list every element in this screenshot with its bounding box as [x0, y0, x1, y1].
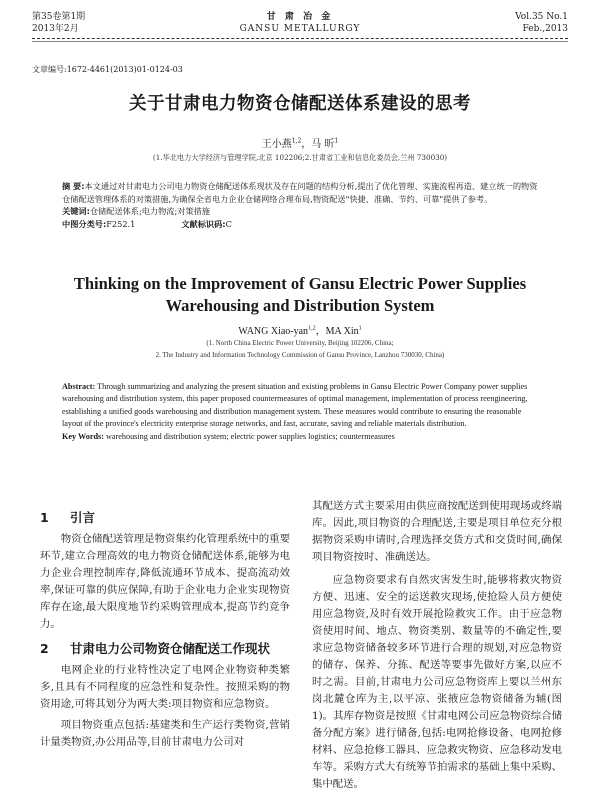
- title-en: [0, 273, 600, 317]
- section-2-title: 甘肃电力公司物资仓储配送工作现状: [70, 641, 271, 656]
- title-en-line-1: Thinking on the Improvement of Gansu Electric Power Supplies: [73, 274, 527, 293]
- author-2-affil-en: 1: [358, 325, 362, 332]
- keywords-en: [62, 431, 540, 443]
- section-2-heading: [40, 639, 290, 658]
- clc-label: 中图分类号:: [62, 218, 107, 229]
- author-separator-en: ，: [315, 326, 326, 337]
- abstract-en: [62, 381, 540, 431]
- author-1-name-en: WANG Xiao-yan: [238, 326, 309, 337]
- journal-name-en: GANSU METALLURGY: [239, 24, 361, 34]
- clc-value: F252.1: [106, 218, 136, 229]
- volume-issue-en: Vol.35 No.1: [515, 12, 568, 22]
- keywords-en-text: warehousing and distribution system; electric power supplies logistics; countermeasures: [105, 431, 395, 441]
- volume-issue: 第35卷第1期: [32, 12, 86, 22]
- abstract-en-text: Through summarizing and analyzing the present situation and existing problems in Gansu Electric Power Company power supplies warehousing and distribution system, this paper proposed countermeasures of optimal management, implementation of process reengineering, establishing a unified goods warehousing and distribution management system. These measures would contribute to ensuring the reasonable layout of the province's electricity enterprise storage networks, and fast, accurate, saving and reliable materials distribution.: [62, 382, 528, 429]
- keywords-cn: [62, 205, 542, 218]
- abstract-cn-label: 摘 要:: [62, 181, 85, 191]
- authors-cn: [0, 135, 600, 150]
- affiliation-cn: (1.华北电力大学经济与管理学院,北京 102206;2.甘肃省工业和信息化委员会,兰州 730030): [152, 153, 448, 162]
- keywords-cn-label: 关键词:: [62, 206, 90, 217]
- author-1-affil-en: 1,2: [308, 325, 316, 332]
- title-en-line-2: Warehousing and Distribution System: [165, 296, 435, 315]
- section-1-paragraph: 物资仓储配送管理是物资集约化管理系统中的重要环节,建立合理高效的电力物资仓储配送体系,能够为电力企业合理控制库存,降低流通环节成本、提高流动效率,保证可靠的供应保障,有助于企业电力企业实现物资库存在途,最大限度地节约采购管理成本,提高节约竞争力。: [40, 533, 290, 630]
- section-2-paragraph-1: 电网企业的行业特性决定了电网企业物资种类繁多,且具有不同程度的应急性和复杂性。按照采购的物资用途,可将其划分为两大类:项目物资和应急物资。: [40, 664, 290, 710]
- section-1-title: 引言: [70, 510, 96, 525]
- author-2-affil: 1: [334, 137, 339, 145]
- right-paragraph-1: 其配送方式主要采用由供应商按配送到使用现场或终端库。因此,项目物资的合理配送,主要是项目单位充分根据物资采购申请时,合理选择交货方式和交货时间,确保项目物资按时、准确送达。: [312, 500, 562, 563]
- section-1-heading: [40, 508, 290, 527]
- author-1-name: 王小燕: [261, 139, 292, 150]
- section-1-number: 1: [40, 510, 49, 525]
- title-cn: 关于甘肃电力物资仓储配送体系建设的思考: [129, 94, 471, 114]
- abstract-en-block: [62, 381, 540, 443]
- right-paragraph-2: 应急物资要求有自然灾害发生时,能够将救灾物资方便、迅速、安全的运送救灾现场,使抢险人员方便使用应急物资,及时有效开展抢险救灾工作。由于应急物资使用时间、地点、物资类别、数量等的不确定性,要求应急物资储备较多环节进行合理的规划,对应急物资的储存、保养、分拣、配送等要事先做好方案,以应不时之需。目前,甘肃电力公司应急物资库上要以兰州东岗北麓仓库为主,以平凉、张掖应急物资储备为辅(图1)。其库存物资是按照《甘肃电网公司应急物资综合储备分配方案》进行储备,包括:电网抢修设备、电网抢修材料、应急抢修工器具、应急救灾物资、应急移动发电车等。采购方式大有统筹节拍需求的基础上集中采购、集中配送。: [312, 574, 562, 790]
- abstract-en-label: Abstract:: [62, 382, 96, 391]
- article-number: 文章编号:1672-4461(2013)01-0124-03: [32, 65, 183, 74]
- author-separator: ，: [301, 139, 312, 150]
- keywords-cn-text: 仓储配送体系;电力物流;对策措施: [89, 206, 210, 217]
- publication-date: 2013年2月: [32, 24, 79, 34]
- body-column-left: [40, 498, 290, 751]
- publication-date-en: Feb.,2013: [522, 24, 568, 34]
- affiliation-en-line-2: 2. The Industry and Information Technology Commission of Gansu Province, Lanzhou 730030, China): [155, 351, 445, 359]
- abstract-cn-text: 本文通过对甘肃电力公司电力物资仓储配送体系现状及存在问题的结构分析,提出了优化管理、实施流程再造、建立统一的物资仓储配送管理体系的对策措施,为确保全省电力企业仓储网络合理布局,物资配送"快捷、准确、节约、可靠"提供了参考。: [62, 181, 538, 204]
- author-1-affil: 1,2: [291, 137, 302, 145]
- authors-en: [0, 322, 600, 337]
- section-2-number: 2: [40, 641, 49, 656]
- author-2-name: 马 昕: [311, 139, 335, 150]
- abstract-cn: [62, 180, 542, 205]
- journal-name-cn: 甘 肃 冶 金: [266, 12, 334, 22]
- keywords-en-label: Key Words:: [62, 431, 104, 441]
- header-rule-secondary: [32, 41, 568, 42]
- doc-code-label: 文献标识码:: [181, 218, 226, 229]
- doc-code-value: C: [225, 218, 232, 229]
- author-2-name-en: MA Xin: [325, 326, 359, 337]
- classification: [62, 218, 542, 231]
- affiliation-en-line-1: (1. North China Electric Power University, Beijing 102206, China;: [206, 339, 394, 347]
- section-2-paragraph-2: 项目物资重点包括:基建类和生产运行类物资,营销计量类物资,办公用品等,目前甘肃电力公司对: [40, 719, 290, 748]
- body-column-right: [312, 498, 562, 793]
- abstract-cn-block: [62, 180, 542, 230]
- header-rule: [32, 38, 568, 39]
